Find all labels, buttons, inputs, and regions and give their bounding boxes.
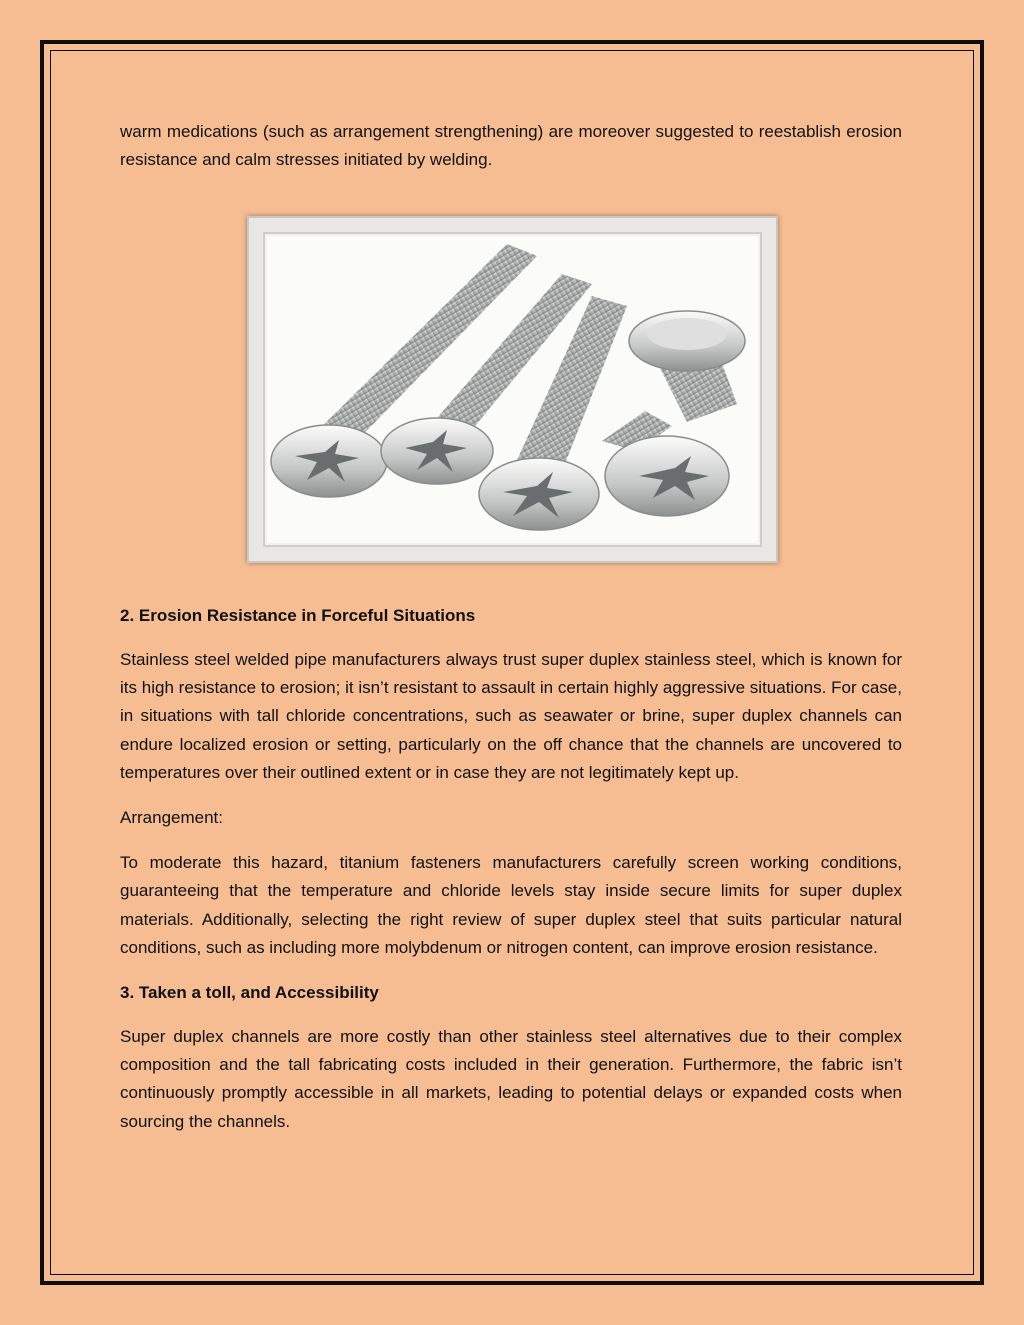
section-3-body: Super duplex channels are more costly than other stainless steel alternatives due to their complex composition and the tall fabricating costs included in their generation. Furthermore, the fabric isn’t continuously promptly accessible in all markets, leading to potential delays or expanded costs when sourcing the channels. bbox=[120, 1027, 902, 1131]
section-3-heading: 3. Taken a toll, and Accessibility bbox=[120, 983, 379, 1003]
figure bbox=[247, 216, 778, 563]
section-2-solution: To moderate this hazard, titanium fasteners manufacturers carefully screen working conditions, guaranteeing that the temperature and chloride levels stay inside secure limits for super duplex materials. Additionally, selecting the right review of super duplex steel that suits particular natural conditions, such as including more molybdenum or nitrogen content, can improve erosion resistance. bbox=[120, 853, 902, 957]
intro-paragraph: warm medications (such as arrangement strengthening) are moreover suggested to reestablish erosion resistance and calm stresses initiated by welding. bbox=[120, 122, 902, 170]
section-2-heading: 2. Erosion Resistance in Forceful Situations bbox=[120, 606, 476, 625]
section-2-body: Stainless steel welded pipe manufacturers always trust super duplex stainless steel, which is known for its high resistance to erosion; it isn’t resistant to assault in certain highly aggressive situations. For case, in situations with tall chloride concentrations, such as seawater or brine, super duplex channels can endure localized erosion or setting, particularly on the off chance that the channels are uncovered to temperatures over their outlined extent or in case they are not legitimately kept up. bbox=[120, 650, 902, 782]
body-content bbox=[120, 602, 902, 1153]
screws-photo-icon bbox=[267, 236, 758, 543]
intro-block bbox=[120, 118, 902, 220]
figure-frame bbox=[247, 216, 778, 563]
arrangement-label: Arrangement: bbox=[120, 808, 223, 828]
